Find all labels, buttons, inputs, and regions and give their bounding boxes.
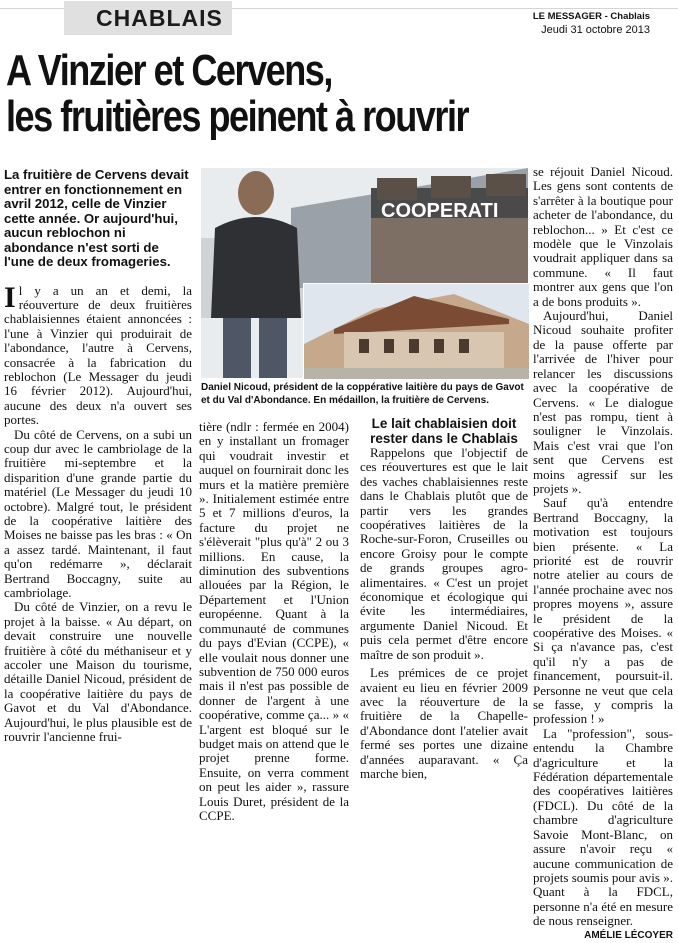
column-4: [533, 165, 673, 943]
body-paragraph: Du côté de Vinzier, on a revu le projet à la baisse. « Au départ, on devait construire une nouvelle fruitière à côté du méthaniseur et y accoler une Maison du tourisme, détaille Daniel Nicoud, président de la coopérative laitière du pays de Gavot et du Val d'Abondance. Aujourd'hui, le plus plausible est de rouvrir l'ancienne frui-: [4, 599, 192, 745]
body-paragraph: Sauf qu'à entendre Bertrand Boccagny, la motivation est toujours bien présente. « La priorité est de rouvrir notre atelier au cours de l'année prochaine avec nos propres moyens », assure le président de la coopérative des Moises. « Si ça n'avance pas, c'est qu'il n'y a pas de financement, poursuit-il. Personne ne veut que cela se fasse, y compris la profession ! »: [533, 495, 673, 727]
paper-name: LE MESSAGER - Chablais: [532, 11, 650, 22]
photo-caption: Daniel Nicoud, président de la coppérative laitière du pays de Gavot et du Val d'Abondance. En médaillon, la fruitière de Cervens.: [201, 382, 524, 406]
body-text: l y a un an et demi, la réouverture de deux fruitières chablaisiennes étaient annoncées : l'une à Vinzier qui produirait de l'abondance, l'autre à Cervens, consacrée à la fabrication du reblochon (Le Messager du jeudi 16 février 2012). Aujourd'hui, aucune des deux n'a ouvert ses portes.: [4, 282, 192, 428]
body-paragraph: La "profession", sous-entendu la Chambre d'agriculture et la Fédération départementale des coopératives laitières (FDCL). Du côté de la chambre d'agriculture Savoie Mont-Blanc, on assure n'avoir reçu « aucune communication de projets soumis pour avis ». Quant à la FDCL, personne n'a été en mesure de nous renseigner.: [533, 725, 673, 929]
body-paragraph: [4, 280, 192, 428]
body-paragraph: se réjouit Daniel Nicoud. Les gens sont contents de s'arrêter à la boutique pour acheter de l'abondance, du reblochon... » Et c'est ce modèle que le Vinzolais voudrait appliquer dans sa commune. « Il faut montrer aux gens que l'on a de bons produits ».: [533, 164, 673, 309]
column-1: [4, 168, 192, 745]
headline-line-1: A Vinzier et Cervens,: [6, 46, 332, 95]
section-label: CHABLAIS: [96, 5, 223, 31]
body-paragraph: Aujourd'hui, Daniel Nicoud souhaite profiter de la pause offerte par l'arrivée de l'hiver pour relancer les discussions avec la coopérative de Cervens. « Le dialogue n'est pas rompu, tient à souligner le Vinzolais. Mais c'est vrai que l'on sent que Cervens est moins agressif sur les projets ».: [533, 308, 673, 496]
column-2: [199, 420, 349, 823]
inset-photo: [303, 283, 528, 378]
subheading: Le lait chablaisien doit rester dans le Chablais: [370, 416, 518, 446]
lead-paragraph: La fruitière de Cervens devait entrer en fonctionnement en avril 2012, celle de Vinzier cette année. Or aujourd'hui, aucun reblochon ni abondance n'est sorti de l'une de deux fromageries.: [4, 167, 189, 269]
sign-text: COOPERATI: [381, 200, 499, 222]
body-paragraph: Les prémices de ce projet avaient eu lieu en février 2009 avec la réouverture de la fruitière de la Chapelle-d'Abondance dont l'atelier avait fermé ses portes une dizaine d'années auparavant. « Ça marche bien,: [360, 665, 528, 781]
farmhouse-illustration: [304, 284, 529, 379]
headline: [6, 48, 662, 140]
body-paragraph: Du côté de Cervens, on a subi un coup dur avec le cambriolage de la fruitière mi-septembre et la disparition d'une grande partie du matériel (Le Messager du jeudi 10 octobre). Malgré tout, le président de la coopérative laitière des Moises ne baisse pas les bras : « On a assez tardé. Maintenant, il faut qu'on redémarre », déclarait Bertrand Boccagny, suite au cambriolage.: [4, 426, 192, 601]
headline-line-2: les fruitières peinent à rouvrir: [6, 92, 469, 141]
drop-cap: I: [4, 280, 16, 314]
column-3: [360, 416, 528, 781]
body-paragraph: Rappelons que l'objectif de ces réouvertures est que le lait des vaches chablaisiennes reste dans le Chablais plutôt que de partir vers les grandes coopératives laitières de la Roche-sur-Foron, Cruseilles ou encore Groisy pour le compte de grands groupes agro-alimentaires. « C'est un projet économique et écologique qui évite les intermédiaires, argumente Daniel Nicoud. Et puis cela permet d'être encore maître de son produit ».: [360, 445, 528, 662]
author-signature: AMÉLIE LÉCOYER: [584, 929, 673, 941]
issue-date: Jeudi 31 octobre 2013: [541, 24, 650, 36]
body-paragraph: tière (ndlr : fermée en 2004) en y installant un fromager qui voudrait investir et auquel on fournirait donc les murs et la matière première ». Initialement estimée entre 5 et 7 millions d'euros, la facture du projet ne s'élèverait "plus qu'à" 2 ou 3 millions. En cause, la diminution des subventions allouées par la Région, le Département et l'Union européenne. Quant à la communauté de communes du pays d'Evian (CCPE), « elle voulait nous donner une subvention de 750 000 euros mais il n'est pas possible de donner de l'argent à une coopérative, comme ça... » « L'argent est bloqué sur le budget mais on attend que le projet prenne forme. Ensuite, on verra comment on peut les aider », rassure Louis Duret, président de la CCPE.: [199, 419, 349, 823]
section-header: [0, 5, 678, 36]
